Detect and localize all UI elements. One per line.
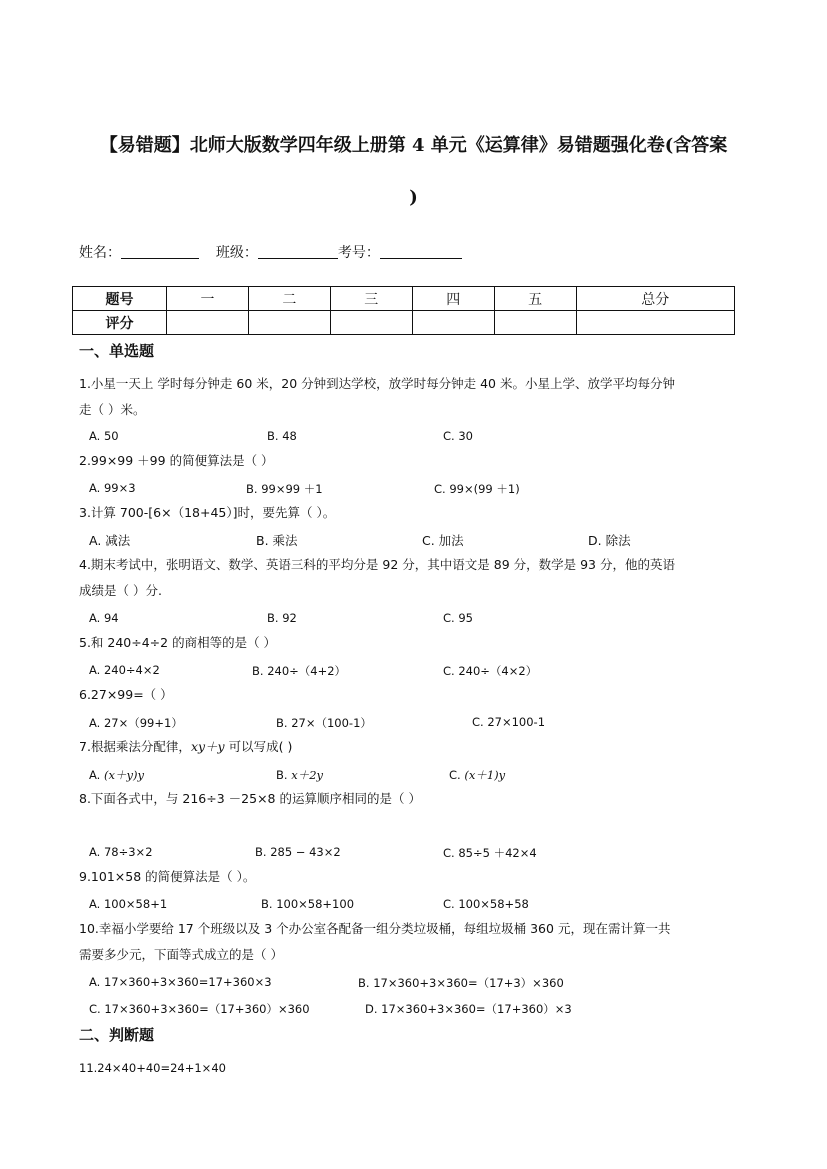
math-expression: (x＋1)y [464,768,506,782]
option-c[interactable]: C. 17×360+3×360=（17+360）×360 [89,1002,310,1016]
score-row-label: 评分 [73,311,167,335]
option-b[interactable]: B. 27×（100-1） [276,716,372,730]
option-c[interactable]: C. 30 [443,429,473,443]
math-expression: (x＋y)y [103,768,144,782]
option-a[interactable]: A. 94 [89,611,119,625]
score-header-cell: 二 [248,287,330,311]
score-cell[interactable] [167,311,249,335]
option-a[interactable]: A. 减法 [89,533,131,548]
class-blank[interactable] [258,244,338,259]
score-table-score-row [73,311,735,335]
option-c[interactable]: C. 85÷5 ＋42×4 [443,846,537,860]
option-b[interactable]: B. 乘法 [256,533,298,548]
student-info-line [79,242,462,262]
question-1 [79,371,751,423]
section-heading-single-choice: 一、单选题 [79,342,155,360]
question-4 [79,552,751,604]
option-a[interactable]: A. 240÷4×2 [89,663,160,677]
question-9: 9.101×58 的简便算法是（ ）。 [79,869,256,884]
math-expression: xy＋y [190,739,225,754]
question-7 [79,734,751,760]
option-c[interactable]: C. 95 [443,611,473,625]
option-label: C. [449,768,465,782]
option-a[interactable]: A. 99×3 [89,481,136,495]
exam-blank[interactable] [380,244,462,259]
question-3: 3.计算 700-[6×（18+45）]时，要先算（ ）。 [79,505,336,520]
score-cell[interactable] [494,311,576,335]
option-a[interactable]: A. 50 [89,429,119,443]
name-label: 姓名： [79,245,121,261]
score-cell[interactable] [576,311,734,335]
option-c[interactable] [449,767,505,783]
score-header-cell: 一 [167,287,249,311]
title-line-2: ) [409,187,418,208]
question-11: 11.24×40+40=24+1×40 [79,1061,226,1075]
option-b[interactable]: B. 92 [267,611,297,625]
class-label: 班级： [215,245,258,261]
score-cell[interactable] [248,311,330,335]
option-b[interactable] [276,767,323,783]
question-5: 5.和 240÷4÷2 的商相等的是（ ） [79,635,277,650]
option-c[interactable]: C. 99×(99 ＋1) [434,482,520,496]
option-c[interactable]: C. 100×58+58 [443,897,529,911]
option-a[interactable] [89,767,144,783]
option-b[interactable]: B. 285 − 43×2 [255,845,341,859]
option-b[interactable]: B. 240÷（4+2） [252,664,347,678]
score-header-cell: 题号 [73,287,167,311]
score-header-cell: 三 [330,287,412,311]
question-text: 7.根据乘法分配律， [79,739,191,754]
option-c[interactable]: C. 27×100-1 [472,715,546,729]
title-line-1: 【易错题】北师大版数学四年级上册第 4 单元《运算律》易错题强化卷(含答案 [99,135,728,156]
score-cell[interactable] [330,311,412,335]
option-b[interactable]: B. 17×360+3×360=（17+3）×360 [358,976,564,990]
question-2: 2.99×99 ＋99 的简便算法是（ ） [79,453,274,468]
score-header-cell: 四 [412,287,494,311]
option-a[interactable]: A. 100×58+1 [89,897,168,911]
question-text: 可以写成( ) [224,739,293,754]
score-table [72,286,735,335]
option-label: B. [276,768,292,782]
question-text: 成绩是（ ）分. [79,583,162,598]
question-text: 4.期末考试中，张明语文、数学、英语三科的平均分是 92 分，其中语文是 89 分，数学是 93 分，他的英语 [79,557,675,572]
score-header-cell: 总分 [576,287,734,311]
option-label: A. [89,768,104,782]
question-text: 1.小星一天上 学时每分钟走 60 米，20 分钟到达学校，放学时每分钟走 40 米。小星上学、放学平均每分钟 [79,376,675,391]
option-c[interactable]: C. 240÷（4×2） [443,664,538,678]
question-text: 10.幸福小学要给 17 个班级以及 3 个办公室各配备一组分类垃圾桶，每组垃圾桶 360 元，现在需计算一共 [79,921,671,936]
option-b[interactable]: B. 48 [267,429,297,443]
option-a[interactable]: A. 27×（99+1） [89,716,183,730]
score-header-cell: 五 [494,287,576,311]
option-d[interactable]: D. 17×360+3×360=（17+360）×3 [365,1002,572,1016]
document-title [60,120,767,224]
question-8: 8.下面各式中，与 216÷3 －25×8 的运算顺序相同的是（ ） [79,791,421,806]
question-10 [79,916,751,968]
option-d[interactable]: D. 除法 [588,533,631,548]
option-a[interactable]: A. 17×360+3×360=17+360×3 [89,975,272,989]
option-a[interactable]: A. 78÷3×2 [89,845,153,859]
score-cell[interactable] [412,311,494,335]
math-expression: x＋2y [291,768,324,782]
exam-label: 考号： [337,245,380,261]
option-c[interactable]: C. 加法 [422,533,464,548]
score-table-header-row [73,287,735,311]
option-b[interactable]: B. 99×99 ＋1 [246,482,323,496]
name-blank[interactable] [121,244,199,259]
question-6: 6.27×99=（ ） [79,687,173,702]
question-text: 走（ ）米。 [79,402,146,417]
option-b[interactable]: B. 100×58+100 [261,897,355,911]
section-heading-true-false: 二、判断题 [79,1026,155,1044]
question-text: 需要多少元，下面等式成立的是（ ） [79,947,283,962]
